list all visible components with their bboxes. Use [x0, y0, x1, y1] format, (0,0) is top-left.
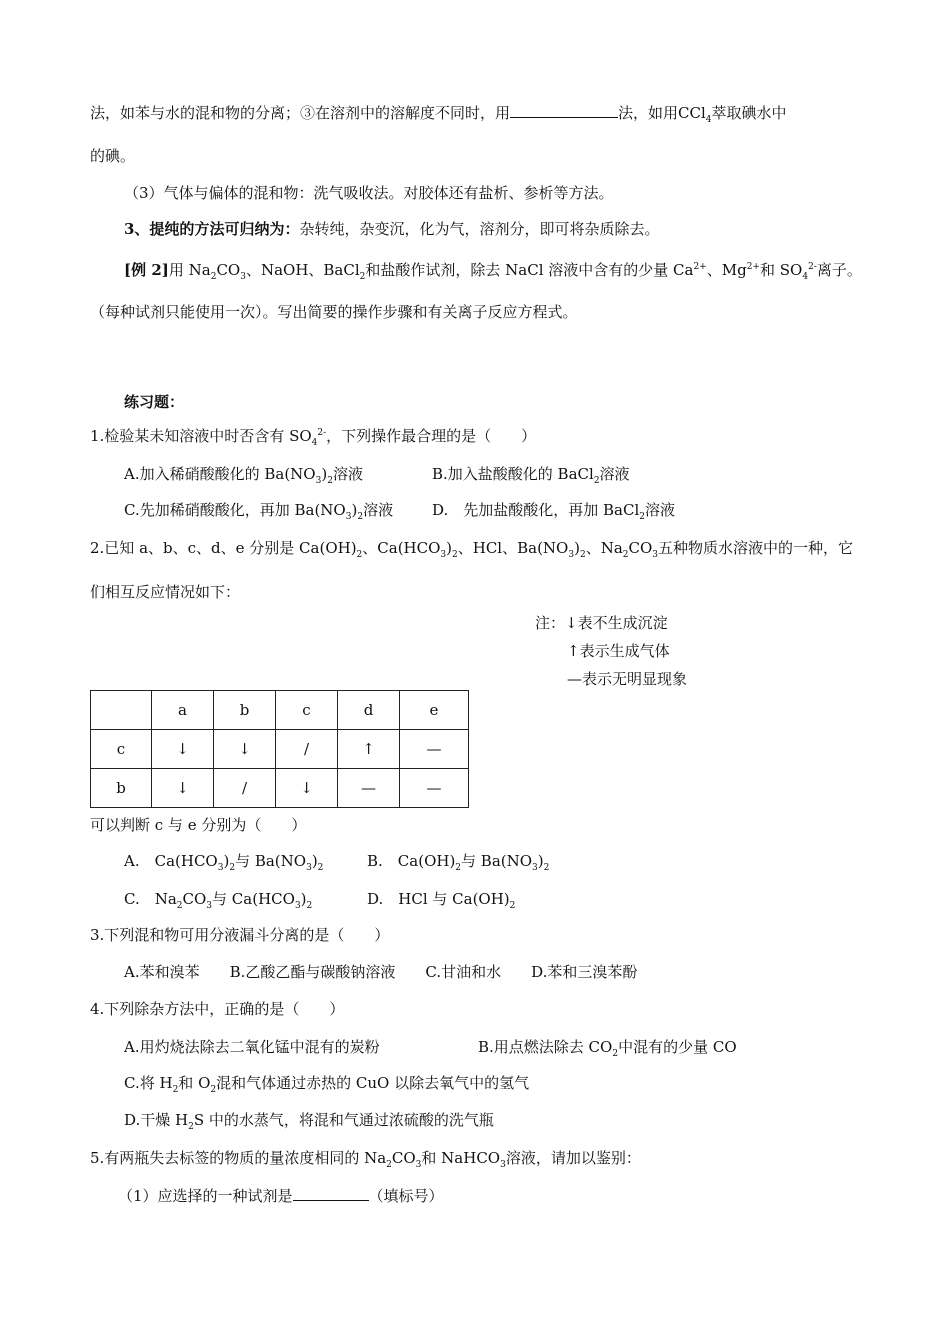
note-no-change: —表示无明显现象: [567, 670, 688, 688]
paragraph-extraction: 法，如苯与水的混和物的分离；③在溶剂中的溶解度不同时，用 法，如用CCl$_4$萃取碘水中: [90, 101, 787, 123]
question-2-option-d[interactable]: D. HCl 与 $Ca(OH)_2$: [367, 890, 516, 911]
answer-blank[interactable]: [510, 101, 618, 118]
reaction-table: [90, 690, 469, 808]
question-4-option-a[interactable]: A.用灼烧法除去二氧化锰中混有的炭粉: [124, 1038, 380, 1056]
paragraph-continuation: 的碘。: [90, 147, 136, 165]
question-1-option-b[interactable]: B.加入盐酸酸化的 BaCl$_2$溶液: [432, 465, 630, 486]
paragraph-gas-solid: （3）气体与偏体的混和物：洗气吸收法。对胶体还有盐析、参析等方法。: [124, 184, 614, 202]
question-3: 3.下列混和物可用分液漏斗分离的是（ ）: [90, 926, 390, 944]
question-2-continuation: 们相互反应情况如下：: [90, 583, 241, 601]
example-2-continuation: （每种试剂只能使用一次）。写出简要的操作步骤和有关离子反应方程式。: [90, 303, 578, 321]
note-gas: ↑表示生成气体: [567, 642, 670, 660]
question-4-option-c[interactable]: C.将 $H_2$和 $O_2$混和气体通过赤热的 CuO 以除去氧气中的氢气: [124, 1074, 530, 1095]
question-2-option-b[interactable]: B. $Ca(OH)_2$与 $Ba(NO_3)_2$: [367, 852, 550, 873]
paragraph-purification-summary: 3、提纯的方法可归纳为：杂转纯，杂变沉，化为气，溶剂分，即可将杂质除去。: [124, 220, 660, 238]
question-1-option-c[interactable]: C.先加稀硝酸酸化，再加 $Ba(NO_3)_2$溶液: [124, 501, 394, 522]
question-2: 2.已知 a、b、c、d、e 分别是 $Ca(OH)_2$、$Ca(HCO_3)_2$、HCl、$Ba(NO_3)_2$、$Na_2CO_3$五种物质水溶液中的一种，它: [90, 539, 854, 560]
table-row: c ↓ ↓ / ↑ —: [91, 730, 469, 769]
question-5-part-1: （1）应选择的一种试剂是 （填标号）: [118, 1184, 444, 1206]
answer-blank[interactable]: [293, 1184, 369, 1201]
question-2-ask: 可以判断 c 与 e 分别为（ ）: [90, 816, 307, 834]
question-1-option-a[interactable]: A.加入稀硝酸酸化的 $Ba(NO_3)_2$溶液: [124, 465, 363, 486]
question-4-option-d[interactable]: D.干燥 $H_2S$ 中的水蒸气，将混和气通过浓硫酸的洗气瓶: [124, 1111, 494, 1132]
question-4: 4.下列除杂方法中，正确的是（ ）: [90, 1000, 345, 1018]
question-3-options[interactable]: A.苯和溴苯 B.乙酸乙酯与碳酸钠溶液 C.甘油和水 D.苯和三溴苯酚: [124, 963, 638, 981]
exercise-title: 练习题：: [124, 393, 185, 411]
example-2: [例 2]用 $Na_2CO_3$、NaOH、BaCl$_2$和盐酸作试剂，除去 NaCl 溶液中含有的少量 $Ca^{2+}$、$Mg^{2+}$和 $SO_4^{2-}$离子。: [124, 261, 862, 282]
note-precipitate: 注：↓表不生成沉淀: [535, 614, 668, 632]
question-1: 1.检验某未知溶液中时否含有 $SO_4^{2-}$，下列操作最合理的是（ ）: [90, 427, 537, 448]
question-4-option-b[interactable]: B.用点燃法除去 $CO_2$中混有的少量 CO: [478, 1038, 737, 1059]
question-5: 5.有两瓶失去标签的物质的量浓度相同的 $Na_2CO_3$和 NaHCO$_3$溶液，请加以鉴别：: [90, 1149, 641, 1170]
table-row: b ↓ / ↓ — —: [91, 769, 469, 808]
question-2-option-a[interactable]: A. $Ca(HCO_3)_2$与 $Ba(NO_3)_2$: [124, 852, 324, 873]
question-2-option-c[interactable]: C. $Na_2CO_3$与 $Ca(HCO_3)_2$: [124, 890, 313, 911]
question-1-option-d[interactable]: D. 先加盐酸酸化，再加 BaCl$_2$溶液: [432, 501, 676, 522]
table-header-row: a b c d e: [91, 691, 469, 730]
